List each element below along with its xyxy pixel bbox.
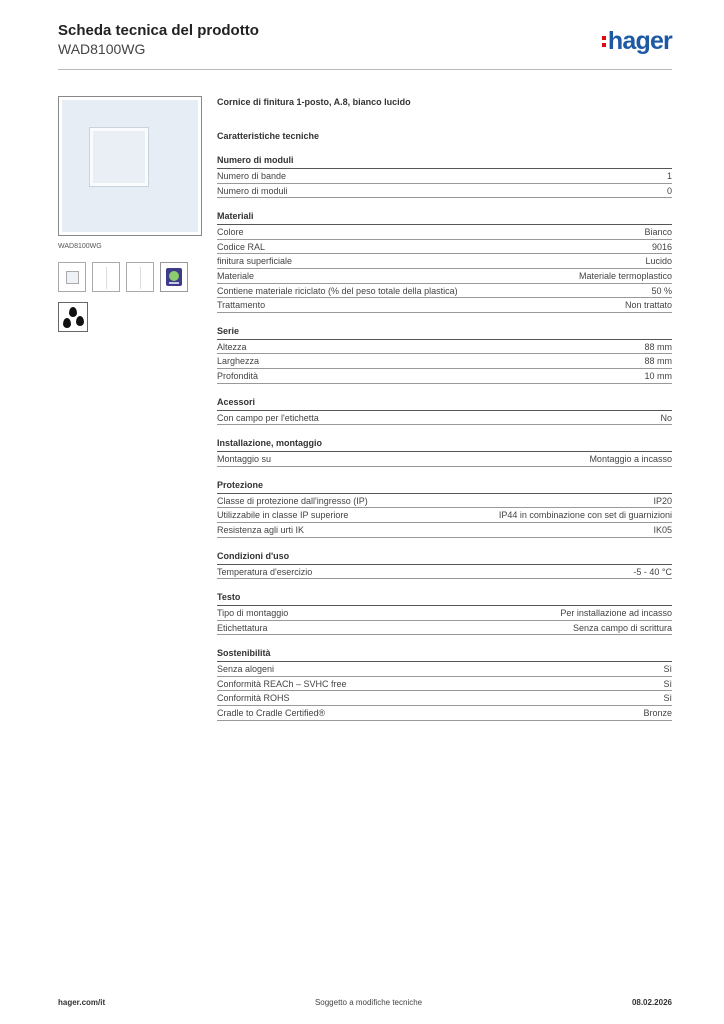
- spec-value: 0: [666, 185, 672, 196]
- spec-label: Classe di protezione dall'ingresso (IP): [217, 495, 368, 506]
- spec-section: [217, 155, 672, 198]
- spec-value: 10 mm: [644, 370, 672, 381]
- spec-row: [217, 621, 672, 636]
- spec-value: -5 - 40 °C: [633, 566, 672, 577]
- section-title: Numero di moduli: [217, 155, 672, 169]
- spec-row: [217, 369, 672, 384]
- section-title: Serie: [217, 326, 672, 340]
- spec-row: [217, 169, 672, 184]
- spec-value: Bianco: [644, 227, 672, 238]
- spec-section: [217, 326, 672, 384]
- spec-value: Sì: [663, 678, 672, 689]
- spec-value: Lucido: [645, 256, 672, 267]
- spec-value: Bronze: [643, 708, 672, 719]
- footer-website[interactable]: hager.com/it: [58, 998, 106, 1007]
- spec-value: 9016: [651, 241, 672, 252]
- spec-value: Sì: [663, 664, 672, 675]
- spec-label: Etichettatura: [217, 622, 268, 633]
- product-image: [58, 96, 202, 236]
- spec-row: [217, 606, 672, 621]
- spec-value: Montaggio a incasso: [589, 454, 672, 465]
- spec-row: [217, 691, 672, 706]
- section-title: Sostenibilità: [217, 648, 672, 662]
- spec-label: Colore: [217, 227, 244, 238]
- spec-label: Trattamento: [217, 300, 266, 311]
- spec-label: Conformità REACh – SVHC free: [217, 678, 347, 689]
- spec-label: Temperatura d'esercizio: [217, 566, 313, 577]
- product-description: Cornice di finitura 1-posto, A.8, bianco lucido: [217, 97, 411, 107]
- spec-row: [217, 677, 672, 692]
- spec-label: Montaggio su: [217, 454, 272, 465]
- spec-label: Tipo di montaggio: [217, 608, 289, 619]
- spec-subtitle: Caratteristiche tecniche: [217, 131, 320, 141]
- footer-note: Soggetto a modifiche tecniche: [314, 998, 423, 1007]
- spec-label: Materiale: [217, 270, 255, 281]
- spec-value: 88 mm: [644, 341, 672, 352]
- frame-front-icon[interactable]: [58, 262, 86, 292]
- spec-row: [217, 706, 672, 721]
- spec-label: Profondità: [217, 370, 259, 381]
- spec-value: Sì: [663, 693, 672, 704]
- spec-label: Cradle to Cradle Certified®: [217, 708, 326, 719]
- spec-row: [217, 494, 672, 509]
- spec-row: [217, 452, 672, 467]
- document-title: Scheda tecnica del prodotto: [58, 22, 259, 39]
- product-code: WAD8100WG: [58, 41, 146, 57]
- spec-value: Materiale termoplastico: [578, 270, 672, 281]
- section-title: Protezione: [217, 480, 672, 494]
- spec-row: [217, 508, 672, 523]
- spec-label: Senza alogeni: [217, 664, 275, 675]
- spec-row: [217, 662, 672, 677]
- spec-label: Altezza: [217, 341, 247, 352]
- spec-label: Codice RAL: [217, 241, 266, 252]
- spec-row: [217, 184, 672, 199]
- water-drops-icon: [58, 302, 88, 332]
- spec-label: Contiene materiale riciclato (% del peso totale della plastica): [217, 285, 458, 296]
- spec-row: [217, 565, 672, 580]
- section-title: Materiali: [217, 211, 672, 225]
- spec-value: 50 %: [651, 285, 672, 296]
- logo-text: hager: [607, 27, 672, 55]
- spec-section: [217, 438, 672, 467]
- spec-label: Con campo per l'etichetta: [217, 412, 319, 423]
- spec-row: [217, 340, 672, 355]
- spec-row: [217, 225, 672, 240]
- spec-section: [217, 397, 672, 426]
- spec-row: [217, 284, 672, 299]
- cradle-to-cradle-icon[interactable]: [160, 262, 188, 292]
- spec-label: Numero di bande: [217, 171, 287, 181]
- thumbnail-strip: [58, 262, 188, 292]
- spec-value: 88 mm: [644, 356, 672, 367]
- section-title: Condizioni d'uso: [217, 551, 672, 565]
- spec-row: [217, 254, 672, 269]
- spec-section: [217, 211, 672, 313]
- spec-label: finitura superficiale: [217, 256, 293, 267]
- spec-section: [217, 551, 672, 580]
- spec-value: IP20: [653, 495, 672, 506]
- spec-value: Non trattato: [624, 300, 672, 311]
- spec-label: Larghezza: [217, 356, 260, 367]
- image-caption: WAD8100WG: [58, 243, 102, 250]
- spec-content: [217, 96, 672, 721]
- spec-sections: [217, 155, 672, 721]
- spec-row: [217, 240, 672, 255]
- spec-label: Utilizzabile in classe IP superiore: [217, 510, 349, 521]
- spec-row: [217, 269, 672, 284]
- frame-icon: [62, 100, 198, 232]
- footer-date: 08.02.2026: [631, 998, 672, 1007]
- spec-row: [217, 354, 672, 369]
- spec-label: Resistenza agli urti IK: [217, 524, 305, 535]
- spec-value: Per installazione ad incasso: [560, 608, 672, 619]
- logo-dots-icon: [602, 36, 606, 47]
- section-title: Acessori: [217, 397, 672, 411]
- spec-label: Numero di moduli: [217, 185, 288, 196]
- spec-row: [217, 298, 672, 313]
- page-footer: [58, 998, 672, 1007]
- spec-section: [217, 648, 672, 720]
- spec-row: [217, 411, 672, 426]
- frame-side-icon[interactable]: [92, 262, 120, 292]
- spec-label: Conformità ROHS: [217, 693, 290, 704]
- frame-back-icon[interactable]: [126, 262, 154, 292]
- section-title: Testo: [217, 592, 672, 606]
- spec-value: IP44 in combinazione con set di guarnizioni: [498, 510, 672, 521]
- spec-value: Senza campo di scrittura: [572, 622, 672, 633]
- spec-value: No: [660, 412, 672, 423]
- spec-row: [217, 523, 672, 538]
- spec-value: IK05: [653, 524, 672, 535]
- hager-logo: [602, 28, 672, 54]
- spec-section: [217, 480, 672, 538]
- page-header: [58, 22, 672, 70]
- section-title: Installazione, montaggio: [217, 438, 672, 452]
- spec-value: 1: [666, 171, 672, 181]
- spec-section: [217, 592, 672, 635]
